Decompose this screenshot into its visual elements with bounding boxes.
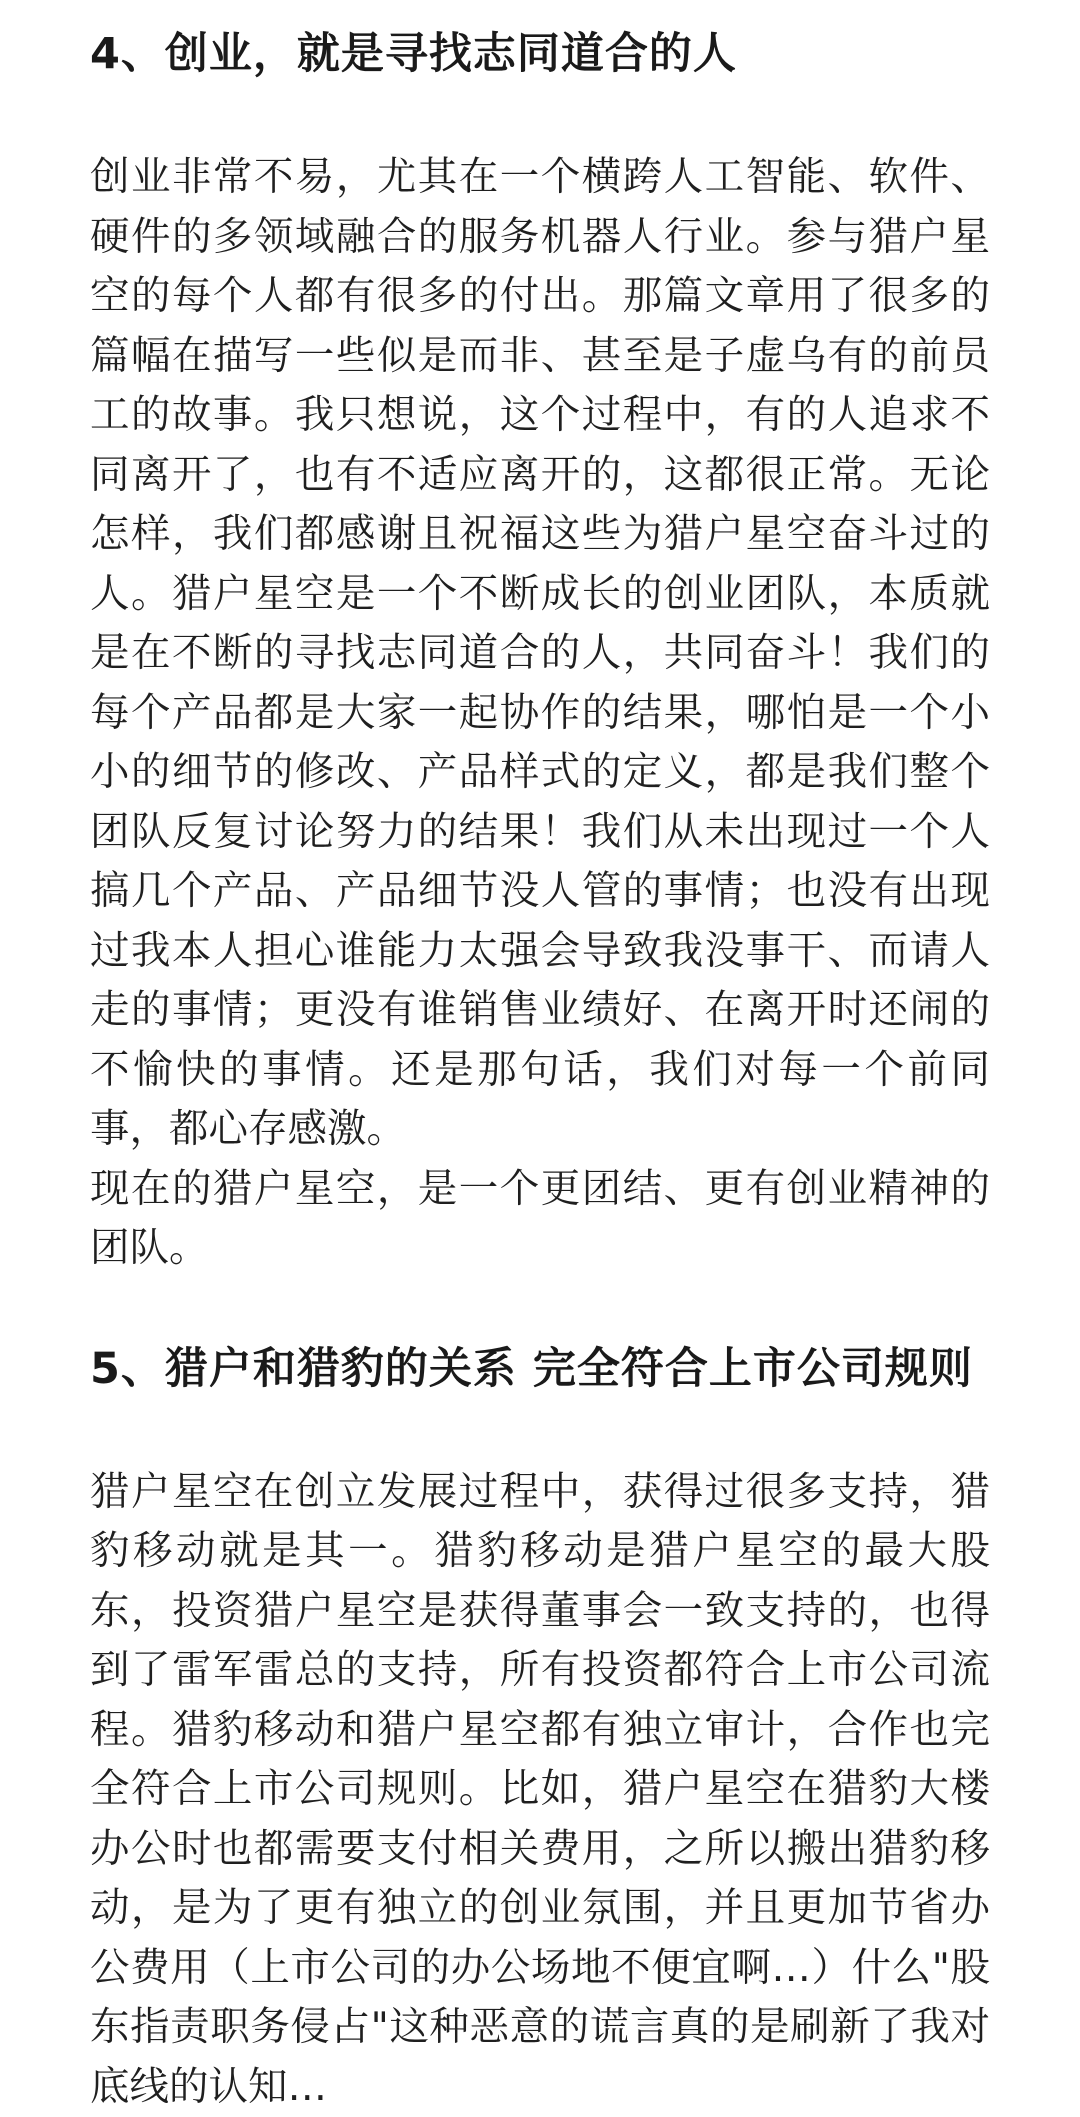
paragraph: 猎户星空在创立发展过程中，获得过很多支持，猎豹移动就是其一。猎豹移动是猎户星空的最大股东，投资猎户星空是获得董事会一致支持的，也得到了雷军雷总的支持，所有投资都符合上市公司流程。猎豹移动和猎户星空都有独立审计，合作也完全符合上市公司规则。比如，猎户星空在猎豹大楼办公时也都需要支付相关费用，之所以搬出猎豹移动，是为了更有独立的创业氛围，并且更加节省办公费用（上市公司的办公场地不便宜啊…）什么"股东指责职务侵占"这种恶意的谎言真的是刷新了我对底线的认知… <box>90 1468 990 2110</box>
section-body <box>90 148 990 1279</box>
paragraph: 现在的猎户星空，是一个更团结、更有创业精神的团队。 <box>90 1165 990 1271</box>
section-heading: 5、猎户和猎豹的关系 完全符合上市公司规则 <box>90 1343 973 1394</box>
section-4 <box>90 18 990 1279</box>
section-5 <box>90 1333 990 2117</box>
section-body <box>90 1463 990 2117</box>
paragraph: 创业非常不易，尤其在一个横跨人工智能、软件、硬件的多领域融合的服务机器人行业。参与猎户星空的每个人都有很多的付出。那篇文章用了很多的篇幅在描写一些似是而非、甚至是子虚乌有的前员工的故事。我只想说，这个过程中，有的人追求不同离开了，也有不适应离开的，这都很正常。无论怎样，我们都感谢且祝福这些为猎户星空奋斗过的人。猎户星空是一个不断成长的创业团队，本质就是在不断的寻找志同道合的人，共同奋斗！我们的每个产品都是大家一起协作的结果，哪怕是一个小小的细节的修改、产品样式的定义，都是我们整个团队反复讨论努力的结果！我们从未出现过一个人搞几个产品、产品细节没人管的事情；也没有出现过我本人担心谁能力太强会导致我没事干、而请人走的事情；更没有谁销售业绩好、在离开时还闹的不愉快的事情。还是那句话，我们对每一个前同事，都心存感激。 <box>90 154 990 1152</box>
section-heading: 4、创业，就是寻找志同道合的人 <box>90 29 737 79</box>
